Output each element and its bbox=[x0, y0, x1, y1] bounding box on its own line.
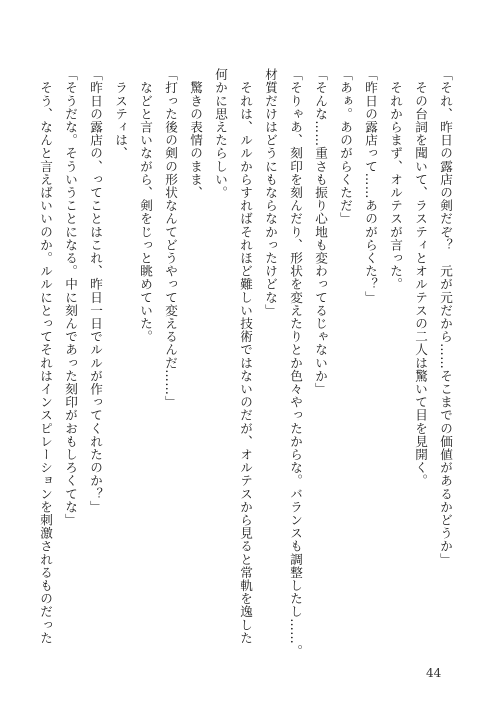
text-line: 驚きの表情のまま、 bbox=[188, 68, 203, 199]
text-line: 「そうだな。そういうことになる。中に刻んであった刻印がおもしろくてな」 bbox=[63, 68, 78, 527]
text-line: そう、なんと言えばいいのか。ルルにとってそれはインスピレーションを刺激されるものだった bbox=[38, 68, 53, 645]
text-line: 「昨日の露店の、ってことはこれ、昨日一日でルルが作ってくれたのか？」 bbox=[88, 68, 103, 514]
text-line: 何かに思えたらしい。 bbox=[213, 68, 228, 199]
text-line: などと言いながら、剣をじっと眺めていた。 bbox=[138, 68, 153, 344]
text-line: 「打った後の剣の形状なんてどうやって変えるんだ……」 bbox=[163, 68, 178, 409]
text-line: 「昨日の露店って……あのがらくた？」 bbox=[363, 68, 378, 304]
text-line: 材質だけはどうにもならなかったけどな」 bbox=[263, 68, 278, 317]
text-line: 「そんな……重さも振り心地も変わってるじゃないか」 bbox=[313, 68, 328, 396]
text-line: 「あぁ。あのがらくただ」 bbox=[338, 68, 353, 226]
text-line: 「それ、昨日の露店の剣だぞ？ 元が元だから……そこまでの価値があるかどうか」 bbox=[438, 68, 453, 566]
text-line: その台詞を聞いて、ラスティとオルテスの二人は驚いて目を見開く。 bbox=[413, 68, 428, 488]
page-number: 44 bbox=[426, 666, 442, 680]
text-line: 「そりゃあ、刻印を刻んだり、形状を変えたりとか色々やったからな。バランスも調整したし……。 bbox=[288, 68, 303, 658]
text-line: ラスティは、 bbox=[113, 68, 128, 160]
vertical-text-body bbox=[33, 68, 458, 658]
text-line: それからまず、オルテスが言った。 bbox=[388, 68, 403, 291]
text-line: それは、ルルからすればそれほど難しい技術ではないのだが、オルテスから見ると常軌を逸した bbox=[238, 68, 253, 645]
